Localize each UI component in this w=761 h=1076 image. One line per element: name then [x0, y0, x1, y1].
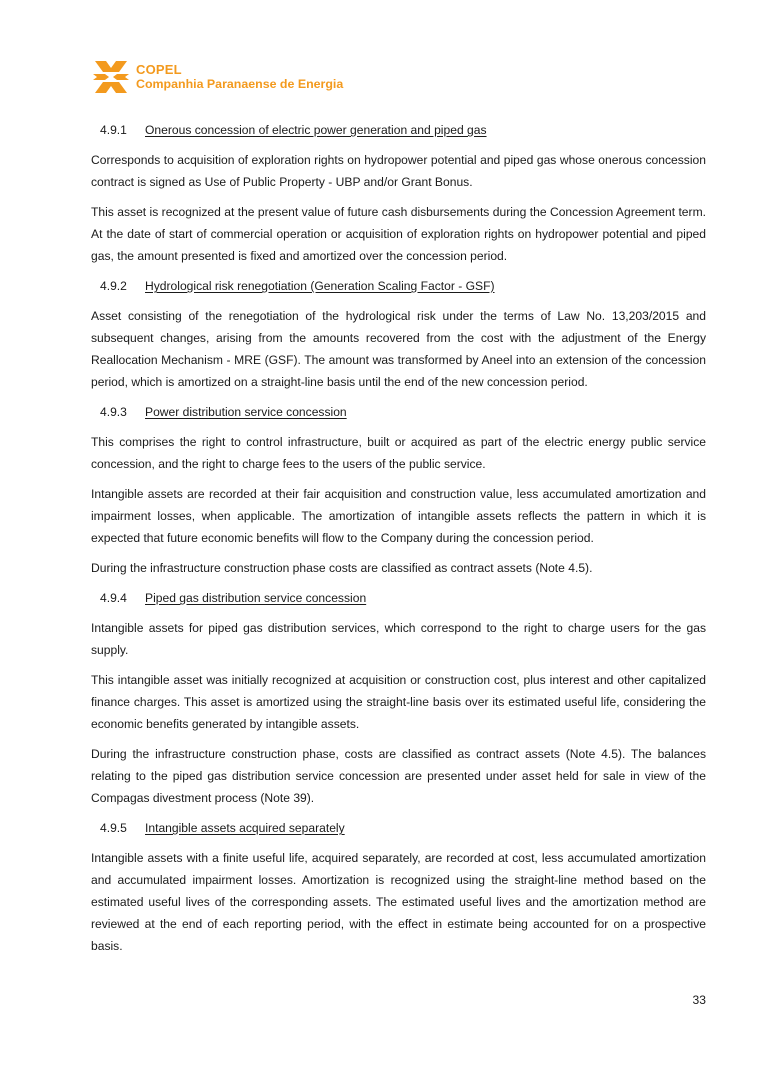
paragraph: Asset consisting of the renegotiation of the hydrological risk under the terms of Law No. 13,203/2015 and subsequent changes, arising from the amounts recovered from the cost with the adjustment of the Energy Reallocation Mechanism - MRE (GSF). The amount was transformed by Aneel into an extension of the concession period, which is amortized on a straight-line basis until the end of the new concession period.	[91, 309, 706, 389]
paragraph: This comprises the right to control infrastructure, built or acquired as part of the electric energy public service concession, and the right to charge fees to the users of the public service.	[91, 435, 706, 471]
paragraph: This asset is recognized at the present value of future cash disbursements during the Concession Agreement term. At the date of start of commercial operation or acquisition of exploration rights on hydropower potential and piped gas, the amount presented is fixed and amortized over the concession period.	[91, 205, 706, 263]
section-title: Onerous concession of electric power generation and piped gas	[145, 123, 487, 137]
paragraph: Corresponds to acquisition of exploration rights on hydropower potential and piped gas whose onerous concession contract is signed as Use of Public Property - UBP and/or Grant Bonus.	[91, 153, 706, 189]
copel-logo	[93, 59, 343, 95]
logo-company-short: COPEL	[136, 62, 182, 77]
section-number: 4.9.1	[100, 123, 127, 137]
section-heading-4-9-1	[91, 119, 706, 141]
section-title: Piped gas distribution service concession	[145, 591, 367, 605]
page-number: 33	[692, 993, 706, 1007]
document-body	[91, 119, 706, 965]
section-number: 4.9.5	[100, 821, 127, 835]
paragraph: During the infrastructure construction phase costs are classified as contract assets (Note 4.5).	[91, 561, 593, 575]
paragraph: Intangible assets with a finite useful life, acquired separately, are recorded at cost, less accumulated amortization and accumulated impairment losses. Amortization is recognized using the straight-line method based on the estimated useful lives of the corresponding assets. The estimated useful lives and the amortization method are reviewed at the end of each reporting period, with the effect in estimate being accounted for on a prospective basis.	[91, 851, 706, 953]
section-number: 4.9.4	[100, 591, 127, 605]
paragraph: During the infrastructure construction phase, costs are classified as contract assets (Note 4.5). The balances relating to the piped gas distribution service concession are presented under asset held for sale in view of the Compagas divestment process (Note 39).	[91, 747, 706, 805]
section-title: Intangible assets acquired separately	[145, 821, 345, 835]
section-heading-4-9-5	[91, 817, 706, 839]
paragraph: This intangible asset was initially recognized at acquisition or construction cost, plus interest and other capitalized finance charges. This asset is amortized using the straight-line basis over its estimated useful life, considering the economic benefits generated by intangible assets.	[91, 673, 706, 731]
paragraph: Intangible assets for piped gas distribution services, which correspond to the right to charge users for the gas supply.	[91, 621, 706, 657]
section-heading-4-9-3	[91, 401, 706, 423]
section-number: 4.9.2	[100, 279, 127, 293]
copel-logo-icon	[93, 59, 129, 95]
section-title: Power distribution service concession	[145, 405, 347, 419]
logo-company-full: Companhia Paranaense de Energia	[136, 77, 344, 91]
paragraph: Intangible assets are recorded at their fair acquisition and construction value, less accumulated amortization and impairment losses, when applicable. The amortization of intangible assets reflects the pattern in which it is expected that future economic benefits will flow to the Company during the concession period.	[91, 487, 706, 545]
section-number: 4.9.3	[100, 405, 127, 419]
section-heading-4-9-4	[91, 587, 706, 609]
section-heading-4-9-2	[91, 275, 706, 297]
section-title: Hydrological risk renegotiation (Generation Scaling Factor - GSF)	[145, 279, 495, 293]
